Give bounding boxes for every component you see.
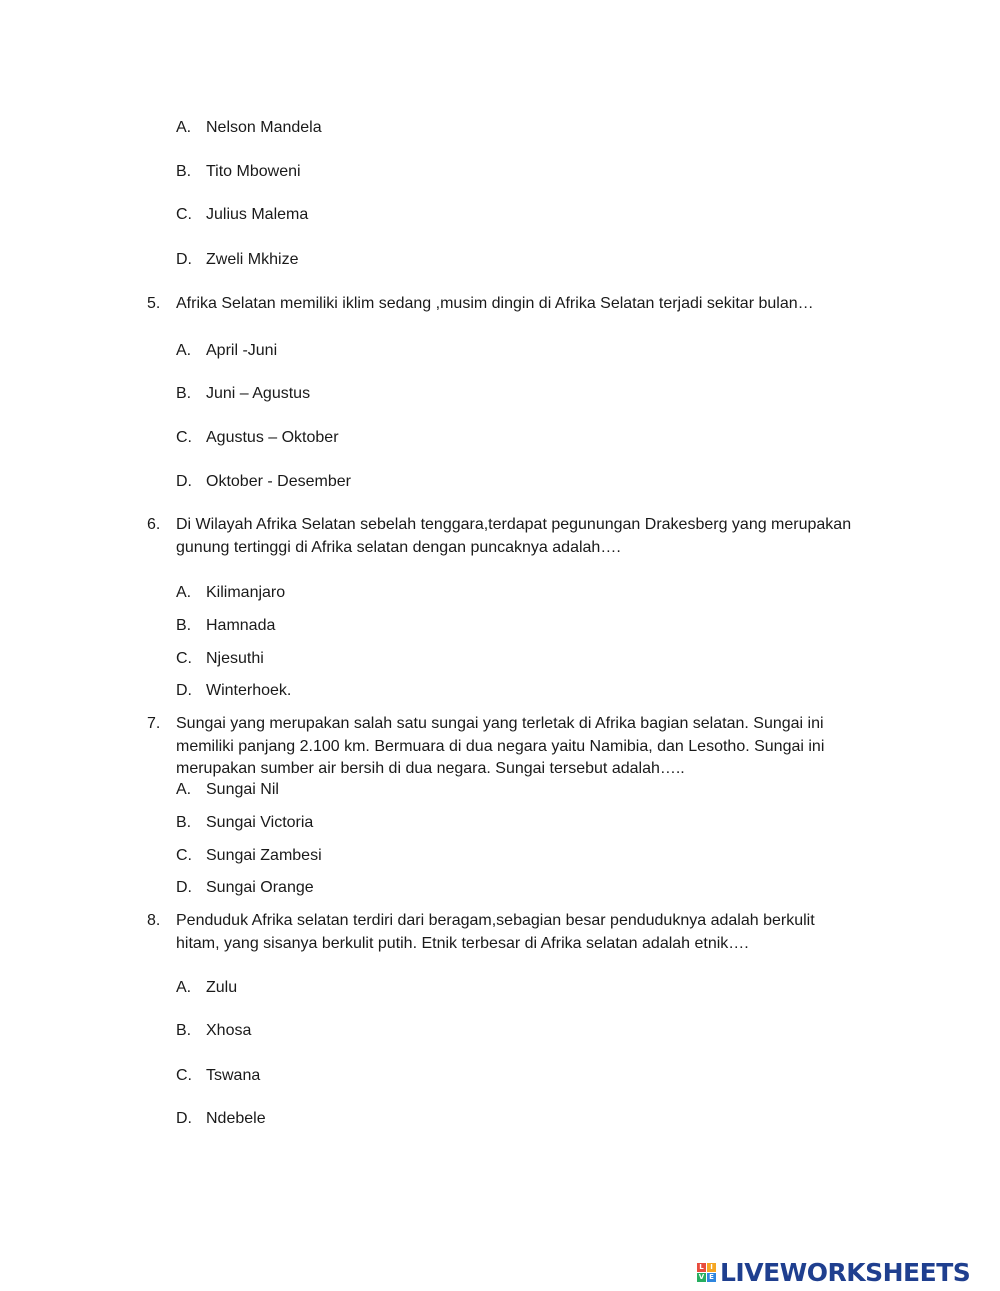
logo-letter-v: V — [698, 1272, 705, 1281]
q8-option-c-letter: C. — [176, 1067, 192, 1084]
q4-option-b-text[interactable]: Tito Mboweni — [206, 163, 301, 180]
q8-option-c-text[interactable]: Tswana — [206, 1067, 261, 1084]
q8-option-d-letter: D. — [176, 1110, 192, 1127]
question-number: 7. — [147, 715, 161, 732]
logo-letter-e: E — [707, 1273, 716, 1282]
logo-letter-i: I — [707, 1263, 716, 1272]
liveworksheets-logo — [697, 1256, 970, 1288]
q7-option-b-letter: B. — [176, 814, 192, 831]
q4-option-c-text[interactable]: Julius Malema — [206, 206, 309, 223]
question-number: 5. — [147, 295, 161, 312]
q4-option-a-text[interactable]: Nelson Mandela — [206, 119, 322, 136]
question-text-line: Penduduk Afrika selatan terdiri dari beragam,sebagian besar penduduknya adalah berkulit — [176, 912, 815, 929]
logo-letter-l: L — [697, 1263, 706, 1272]
question-number: 6. — [147, 516, 161, 533]
q6-option-c-letter: C. — [176, 650, 192, 667]
question-text-line: merupakan sumber air bersih di dua negara. Sungai tersebut adalah….. — [176, 760, 685, 777]
question-text-line: Sungai yang merupakan salah satu sungai yang terletak di Afrika bagian selatan. Sungai ini — [176, 715, 824, 732]
q8-option-d-text[interactable]: Ndebele — [206, 1110, 266, 1127]
q7-option-b-text[interactable]: Sungai Victoria — [206, 814, 314, 831]
q6-option-d-text[interactable]: Winterhoek. — [206, 682, 292, 699]
logo-mark-icon — [697, 1263, 716, 1282]
q8-option-a-letter: A. — [176, 979, 192, 996]
q8-option-b-letter: B. — [176, 1022, 192, 1039]
question-text-line: gunung tertinggi di Afrika selatan dengan puncaknya adalah…. — [176, 539, 621, 556]
q7-option-c-letter: C. — [176, 847, 192, 864]
q4-option-a-letter: A. — [176, 119, 192, 136]
q5-option-a-letter: A. — [176, 342, 192, 359]
q6-option-b-letter: B. — [176, 617, 192, 634]
q4-option-d-text[interactable]: Zweli Mkhize — [206, 251, 299, 268]
q5-option-d-text[interactable]: Oktober - Desember — [206, 473, 351, 490]
q5-option-d-letter: D. — [176, 473, 192, 490]
q5-option-c-text[interactable]: Agustus – Oktober — [206, 429, 339, 446]
question-text-line: Di Wilayah Afrika Selatan sebelah tenggara,terdapat pegunungan Drakesberg yang merupakan — [176, 516, 852, 533]
question-text-line: memiliki panjang 2.100 km. Bermuara di dua negara yaitu Namibia, dan Lesotho. Sungai ini — [176, 738, 825, 755]
q5-option-c-letter: C. — [176, 429, 192, 446]
q7-option-a-text[interactable]: Sungai Nil — [206, 781, 279, 798]
q7-option-d-letter: D. — [176, 879, 192, 896]
question-text-line: hitam, yang sisanya berkulit putih. Etnik terbesar di Afrika selatan adalah etnik…. — [176, 935, 749, 952]
q4-option-d-letter: D. — [176, 251, 192, 268]
q4-option-b-letter: B. — [176, 163, 192, 180]
q7-option-a-letter: A. — [176, 781, 192, 798]
q5-option-a-text[interactable]: April -Juni — [206, 342, 278, 359]
q6-option-c-text[interactable]: Njesuthi — [206, 650, 264, 667]
logo-text: LIVEWORKSHEETS — [720, 1257, 971, 1287]
q5-option-b-text[interactable]: Juni – Agustus — [206, 385, 311, 402]
q6-option-a-letter: A. — [176, 584, 192, 601]
q5-option-b-letter: B. — [176, 385, 192, 402]
q7-option-c-text[interactable]: Sungai Zambesi — [206, 847, 322, 864]
question-text-line: Afrika Selatan memiliki iklim sedang ,musim dingin di Afrika Selatan terjadi sekitar bulan… — [176, 295, 814, 312]
q8-option-a-text[interactable]: Zulu — [206, 979, 238, 996]
q6-option-a-text[interactable]: Kilimanjaro — [206, 584, 286, 601]
q4-option-c-letter: C. — [176, 206, 192, 223]
question-number: 8. — [147, 912, 161, 929]
q6-option-b-text[interactable]: Hamnada — [206, 617, 276, 634]
q7-option-d-text[interactable]: Sungai Orange — [206, 879, 314, 896]
q6-option-d-letter: D. — [176, 682, 192, 699]
q8-option-b-text[interactable]: Xhosa — [206, 1022, 252, 1039]
